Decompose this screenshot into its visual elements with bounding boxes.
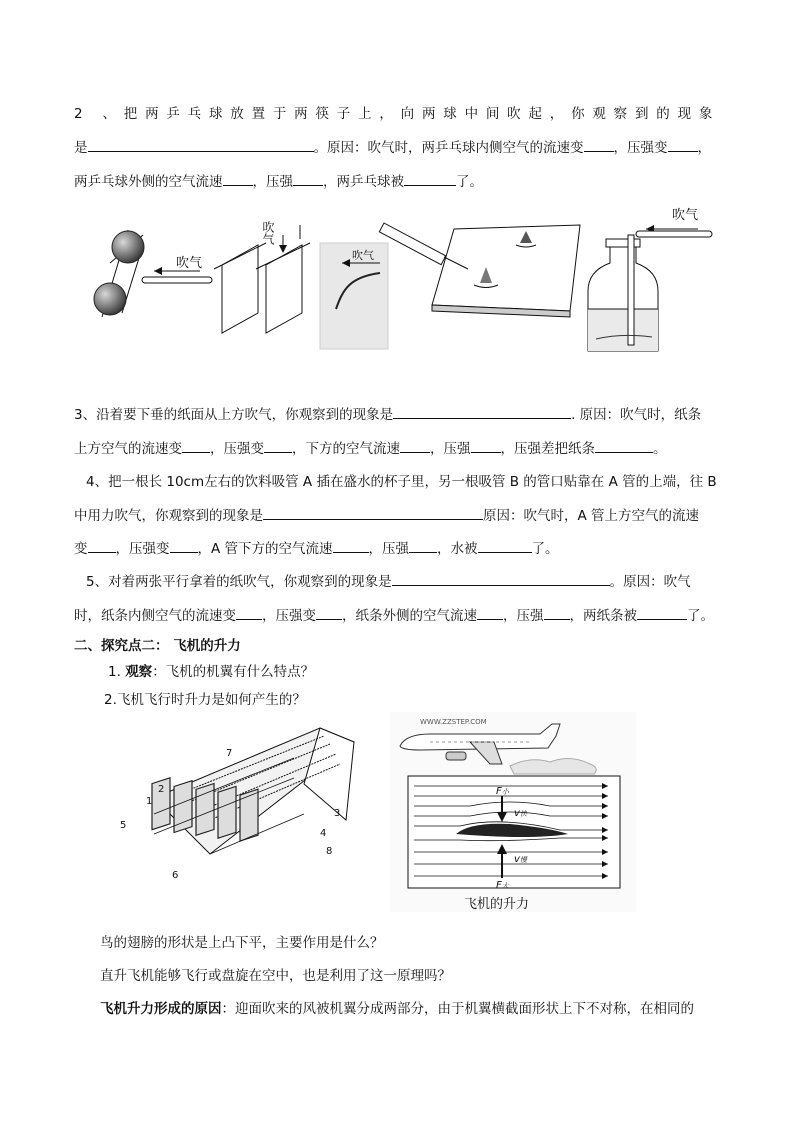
item1-bold: 观察 xyxy=(125,664,153,680)
blow-label-3: 吹气 xyxy=(352,249,374,262)
q2-blank-inner-pressure[interactable] xyxy=(668,137,698,152)
q5-blank-outer-pressure[interactable] xyxy=(544,605,570,620)
q5-text-c: 时，纸条内侧空气的流速变 xyxy=(74,608,236,624)
q5-blank-phenomenon[interactable] xyxy=(392,571,610,586)
q2-text-c: ，压强变 xyxy=(613,140,668,156)
q2-blank-outer-speed[interactable] xyxy=(223,171,253,186)
blow-label-1: 吹气 xyxy=(176,256,203,271)
q4-text-d: ，压强变 xyxy=(115,541,170,557)
wing-label-3: 3 xyxy=(334,808,341,819)
lift-cause-bold: 飞机升力形成的原因 xyxy=(100,1001,222,1017)
q4-blank-result[interactable] xyxy=(478,538,532,553)
q5-blank-inner-pressure[interactable] xyxy=(316,605,342,620)
q2-line3 xyxy=(74,171,724,192)
q5-text-b: 。原因：吹气 xyxy=(609,574,691,590)
q2-text-f: ，压强 xyxy=(252,174,293,190)
q4-line2 xyxy=(74,505,724,526)
wing-label-8: 8 xyxy=(326,846,333,857)
wing-label-4: 4 xyxy=(320,828,327,839)
q3-blank-result[interactable] xyxy=(595,438,653,453)
lift-cause-text: ：迎面吹来的风被机翼分成两部分，由于机翼横截面形状上下不对称，在相同的 xyxy=(221,1001,694,1017)
q4-blank-phenomenon[interactable] xyxy=(263,505,483,520)
q4-text-h: 了。 xyxy=(531,541,559,557)
section2-heading: 二、探究点二： 飞机的升力 xyxy=(74,638,241,654)
velocity-upper-label: v快 xyxy=(514,808,527,819)
lift-cause-paragraph xyxy=(100,999,730,1019)
q2-line1: 2 、把两乒乓球放置于两筷子上，向两球中间吹起，你观察到的现象 xyxy=(74,106,721,122)
q5-text-g: ，两纸条被 xyxy=(569,608,637,624)
section2-item1 xyxy=(108,662,758,682)
q3-text-g: ，压强差把纸条 xyxy=(500,441,595,457)
wing-label-6: 6 xyxy=(172,870,179,881)
q3-blank-upper-speed[interactable] xyxy=(182,438,210,453)
two-papers-figure xyxy=(214,221,310,333)
straw-tube xyxy=(142,277,212,283)
q3-text-e: ，下方的空气流速 xyxy=(292,441,400,457)
q3-line2 xyxy=(74,438,724,459)
q3-blank-upper-pressure[interactable] xyxy=(264,438,292,453)
q5-line1 xyxy=(86,571,726,592)
q3-blank-lower-pressure[interactable] xyxy=(471,438,501,453)
wing-structure-figure xyxy=(114,714,364,884)
q4-text-e: ，A 管下方的空气流速 xyxy=(197,541,333,557)
q3-line1 xyxy=(74,404,724,425)
section2-item2: 2.飞机飞行时升力是如何产生的？ xyxy=(104,692,306,708)
wing-label-5: 5 xyxy=(120,820,127,831)
q2-text-g: ，两乒乓球被 xyxy=(323,174,404,190)
q3-blank-lower-speed[interactable] xyxy=(400,438,430,453)
q3-text-c: 上方空气的流速变 xyxy=(74,441,182,457)
item1-number: 1. xyxy=(108,664,121,680)
q4-blank-lower-speed[interactable] xyxy=(333,538,369,553)
q4-line1: 4、把一根长 10cm左右的饮料吸管 A 插在盛水的杯子里，另一根吸管 B 的管口贴靠在 A 管的上端，往 B xyxy=(86,474,717,490)
q2-text-a: 是 xyxy=(74,140,88,156)
q4-line3 xyxy=(74,538,724,559)
website-watermark: WWW.ZZSTEP.COM xyxy=(420,718,487,726)
q4-text-c: 变 xyxy=(74,541,88,557)
q2-blank-inner-speed[interactable] xyxy=(584,137,614,152)
q2-text-b: 。原因：吹气时，两乒乓球内侧空气的流速变 xyxy=(313,140,584,156)
force-lower-label: F大 xyxy=(496,880,509,891)
paper-strip-figure xyxy=(320,243,388,349)
bottle-figure xyxy=(588,208,712,351)
velocity-lower-label: v慢 xyxy=(514,854,527,865)
q3-text-d: ，压强变 xyxy=(210,441,264,457)
q5-text-f: ，压强 xyxy=(503,608,544,624)
q4-blank-lower-pressure[interactable] xyxy=(409,538,437,553)
q2-blank-result[interactable] xyxy=(404,171,456,186)
q3-text-a: 3、沿着要下垂的纸面从上方吹气，你观察到的现象是 xyxy=(74,407,394,423)
q4-text-b: 原因：吹气时，A 管上方空气的流速 xyxy=(483,508,700,524)
q3-text-h: 。 xyxy=(653,441,667,457)
blow-label-2: 吹气 xyxy=(261,221,275,245)
q2-blank-phenomenon[interactable] xyxy=(88,137,314,152)
item1-text: ：飞机的机翼有什么特点？ xyxy=(152,664,315,680)
wing-label-2: 2 xyxy=(158,784,165,795)
q5-text-e: ，纸条外侧的空气流速 xyxy=(342,608,477,624)
q5-blank-outer-speed[interactable] xyxy=(477,605,503,620)
q2-text-e: 两乒乓球外侧的空气流速 xyxy=(74,174,223,190)
q5-text-a: 5、对着两张平行拿着的纸吹气，你观察到的现象是 xyxy=(86,574,392,590)
q5-line2 xyxy=(74,605,724,626)
q2-text-d: ， xyxy=(697,140,711,156)
q2-blank-outer-pressure[interactable] xyxy=(293,171,323,186)
q4-blank-upper-speed[interactable] xyxy=(88,538,116,553)
syringe-boats-figure xyxy=(379,223,580,317)
q5-blank-result[interactable] xyxy=(637,605,687,620)
q3-blank-phenomenon[interactable] xyxy=(393,404,571,419)
q2-text-h: 了。 xyxy=(456,174,483,190)
q5-blank-inner-speed[interactable] xyxy=(236,605,262,620)
ball-top xyxy=(112,231,144,263)
q2-line2 xyxy=(74,137,724,158)
q5-text-h: 了。 xyxy=(687,608,714,624)
q5-text-d: ，压强变 xyxy=(262,608,316,624)
bird-wing-question: 鸟的翅膀的形状是上凸下平，主要作用是什么？ xyxy=(100,935,384,951)
blow-label-4: 吹气 xyxy=(672,208,699,223)
q3-text-b: . 原因：吹气时，纸条 xyxy=(571,407,702,423)
figures-row1 xyxy=(88,205,728,355)
wing-label-7: 7 xyxy=(226,748,233,759)
lift-caption: 飞机的升力 xyxy=(464,897,530,912)
q3-text-f: ，压强 xyxy=(430,441,471,457)
lift-diagram-figure xyxy=(390,712,636,912)
wing-label-1: 1 xyxy=(146,796,153,807)
q4-blank-upper-pressure[interactable] xyxy=(170,538,198,553)
q4-text-f: ，压强 xyxy=(368,541,410,557)
q4-text-g: ，水被 xyxy=(437,541,478,557)
q4-text-a: 中用力吹气，你观察到的现象是 xyxy=(74,508,263,524)
force-upper-label: F小 xyxy=(496,786,509,797)
helicopter-question: 直升飞机能够飞行或盘旋在空中，也是利用了这一原理吗？ xyxy=(100,968,451,984)
pingpong-figure xyxy=(94,230,212,317)
ball-bottom xyxy=(94,283,126,315)
